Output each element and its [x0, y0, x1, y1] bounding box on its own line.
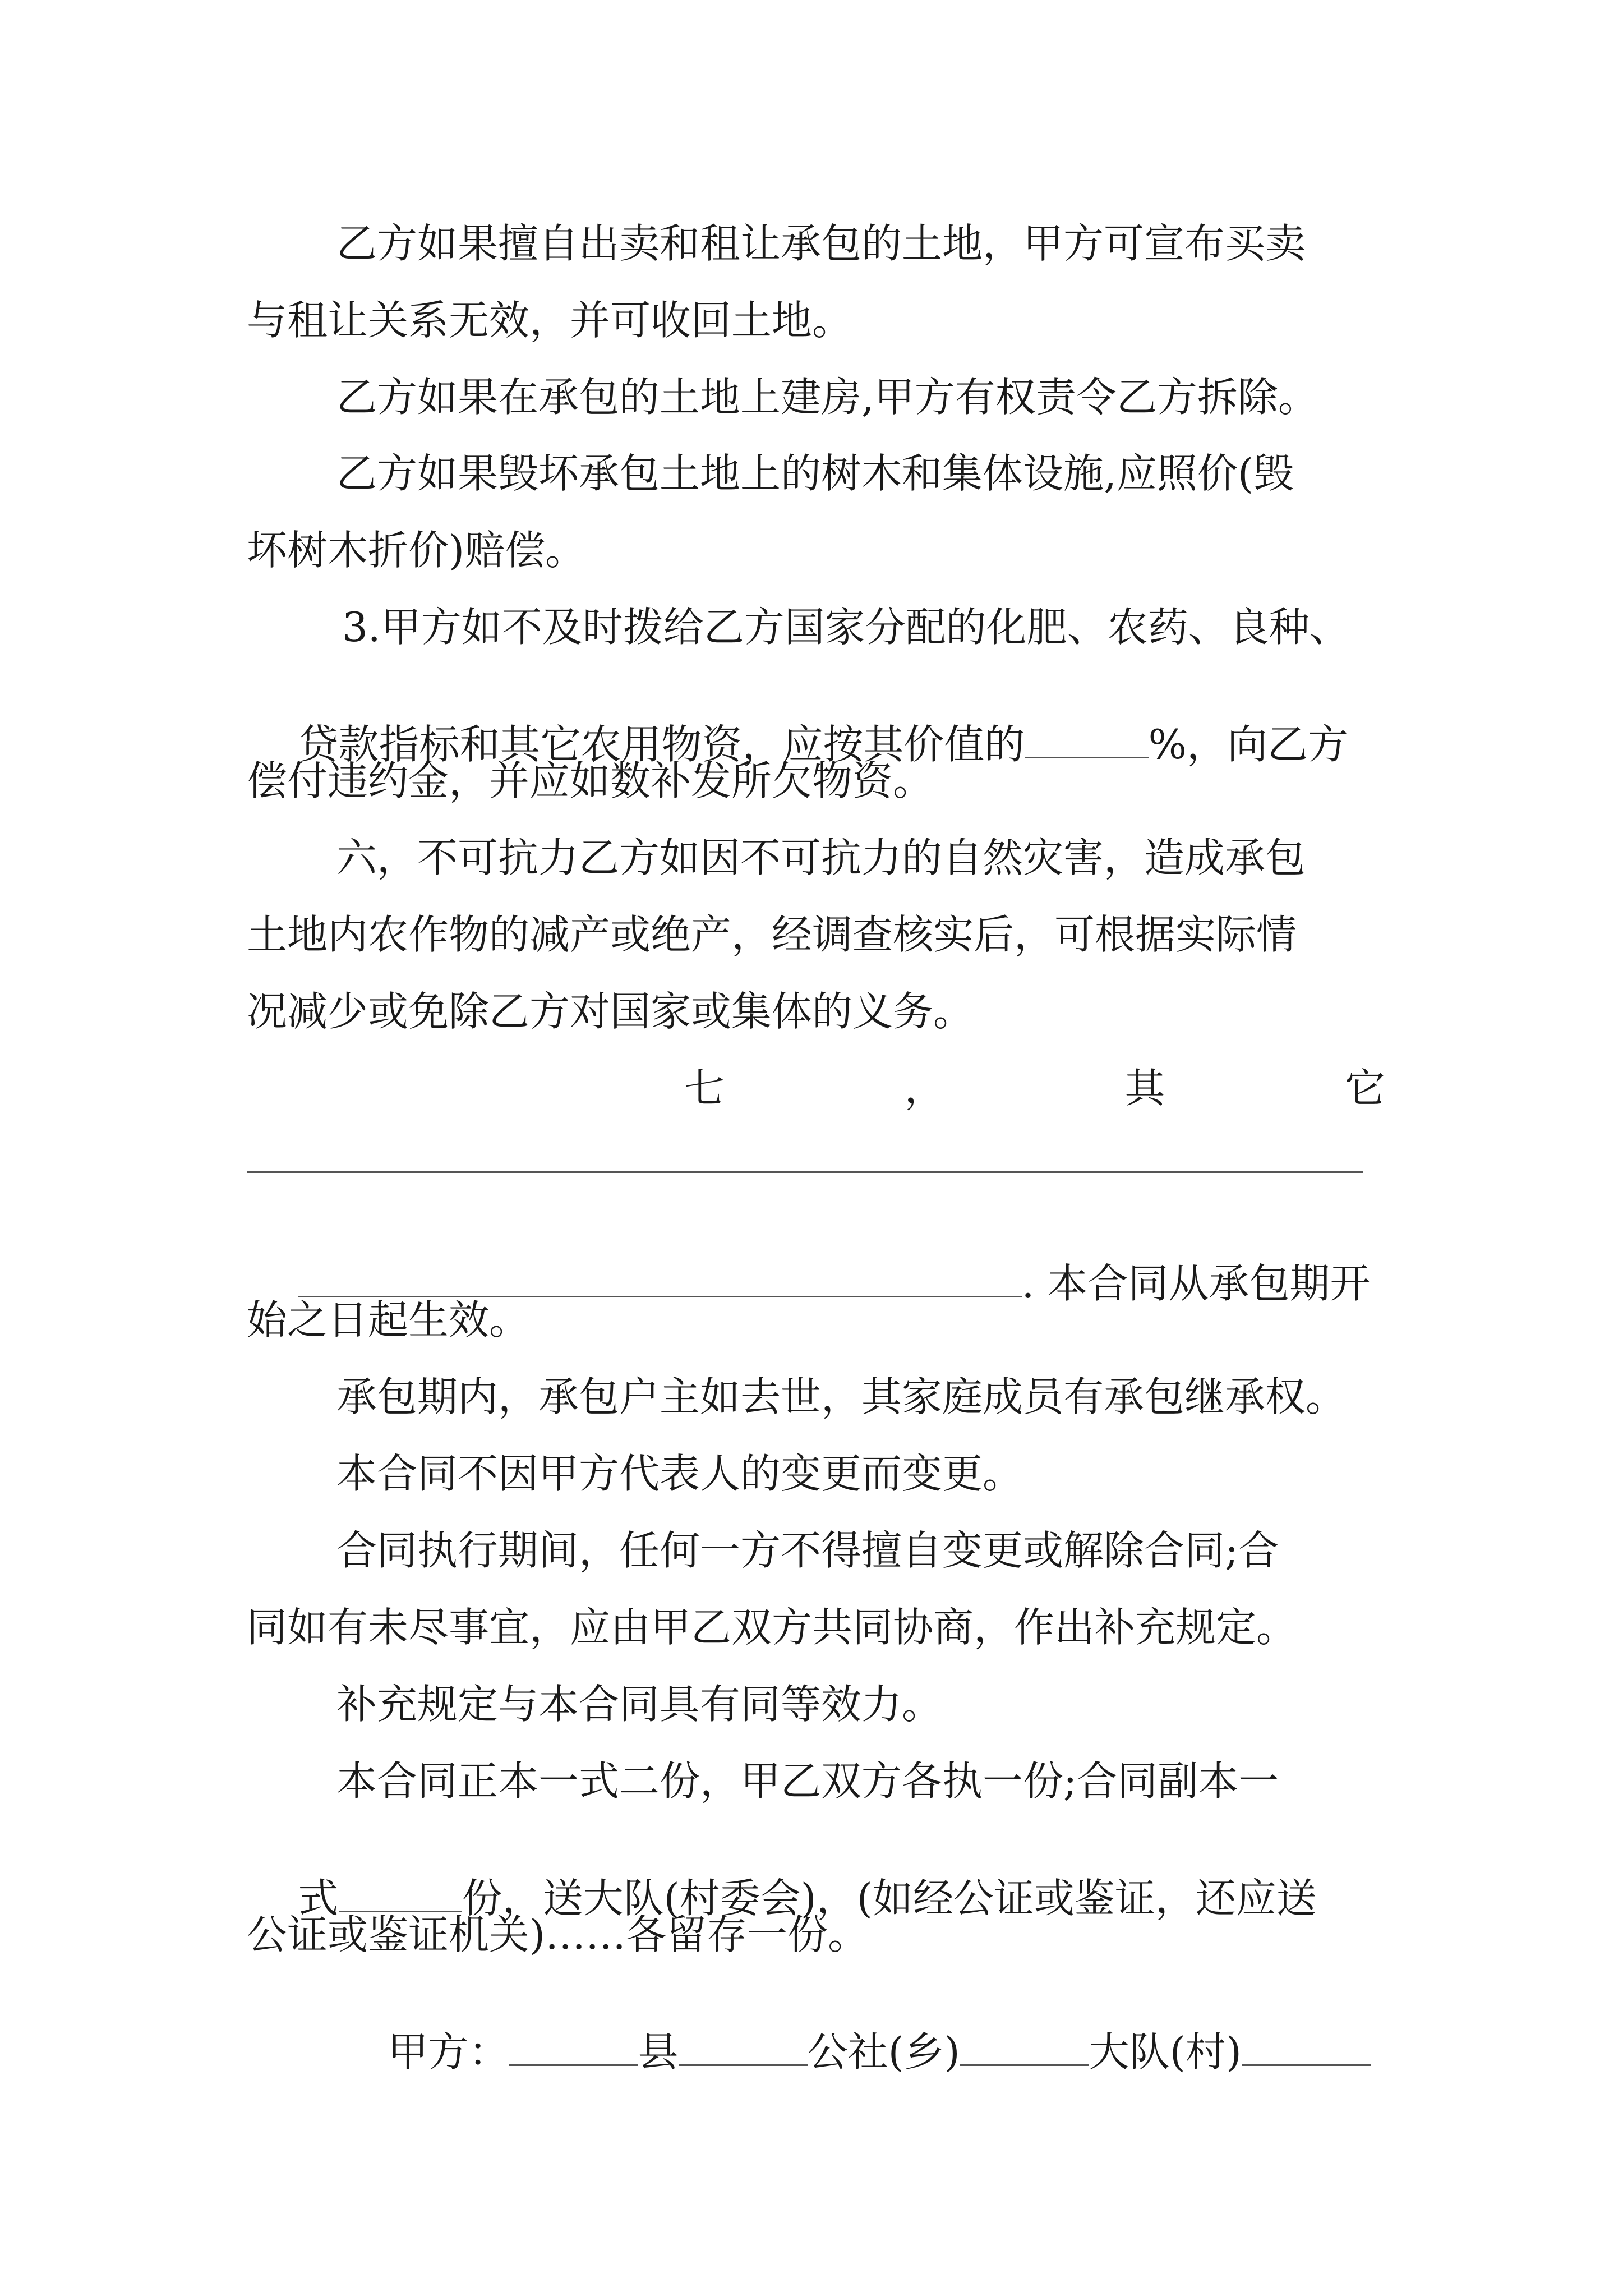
heading-char: 七 [684, 1065, 725, 1112]
heading-char: ， [904, 1065, 945, 1112]
paragraph-line: 六，不可抗力乙方如因不可抗力的自然灾害，造成承包 [336, 834, 1306, 881]
paragraph-line: 坏树木折价)赔偿。 [247, 527, 586, 574]
paragraph-line: 偿付违约金，并应如数补发所欠物资。 [247, 757, 934, 804]
paragraph-line: 同如有未尽事宜，应由甲乙双方共同协商，作出补充规定。 [247, 1604, 1297, 1651]
paragraph-line: 乙方如果擅自出卖和租让承包的土地，甲方可宣布买卖 [336, 220, 1306, 267]
paragraph-line: 合同执行期间，任何一方不得擅自变更或解除合同;合 [336, 1527, 1279, 1574]
fill-in-blank[interactable] [679, 2059, 808, 2066]
fill-in-blank[interactable] [960, 2059, 1089, 2066]
paragraph-line: 补充规定与本合同具有同等效力。 [336, 1681, 943, 1728]
signature-line [336, 1991, 1371, 2113]
heading-char: 其 [1124, 1065, 1165, 1112]
paragraph-line: 公证或鉴证机关)……各留存一份。 [247, 1911, 869, 1958]
paragraph-text: %，向乙方 [1148, 721, 1348, 768]
signature-label: 县 [638, 2028, 679, 2076]
paragraph-text: 份，送大队(村委会)，(如经公证或鉴证，还应送 [462, 1875, 1317, 1922]
paragraph-line: 本合同正本一式二份，甲乙双方各执一份;合同副本一 [336, 1757, 1279, 1805]
signature-label: 甲方： [388, 2028, 509, 2076]
heading-char: 它 [1344, 1065, 1385, 1112]
fill-in-blank[interactable] [509, 2059, 638, 2066]
paragraph-text: 贷款指标和其它农用物资，应按其价值的 [298, 721, 1025, 768]
paragraph-line: 与租让关系无效，并可收回土地。 [247, 297, 853, 344]
fill-in-line[interactable] [247, 1171, 1363, 1173]
paragraph-line: 本合同不因甲方代表人的变更而变更。 [336, 1450, 1023, 1497]
paragraph-line: 乙方如果在承包的土地上建房,甲方有权责令乙方拆除。 [336, 374, 1318, 421]
signature-label: 公社(乡) [807, 2028, 960, 2076]
signature-label: 大队(村) [1089, 2028, 1242, 2076]
paragraph-line: 承包期内，承包户主如去世，其家庭成员有承包继承权。 [336, 1373, 1347, 1420]
section-heading-other [684, 1065, 1385, 1112]
paragraph-line: 况减少或免除乙方对国家或集体的义务。 [247, 988, 974, 1035]
paragraph-line: 土地内农作物的减产或绝产，经调查核实后，可根据实际情 [247, 911, 1297, 958]
paragraph-line: 3.甲方如不及时拨给乙方国家分配的化肥、农药、良种、 [342, 604, 1350, 651]
fill-in-blank[interactable] [1242, 2059, 1371, 2066]
paragraph-text: . 本合同从承包期开 [1021, 1260, 1371, 1307]
paragraph-text: 式 [298, 1875, 339, 1922]
paragraph-line: 始之日起生效。 [247, 1296, 530, 1343]
paragraph-line: 乙方如果毁坏承包土地上的树木和集体设施,应照价(毁 [336, 450, 1294, 497]
fill-in-blank[interactable] [1025, 751, 1149, 758]
